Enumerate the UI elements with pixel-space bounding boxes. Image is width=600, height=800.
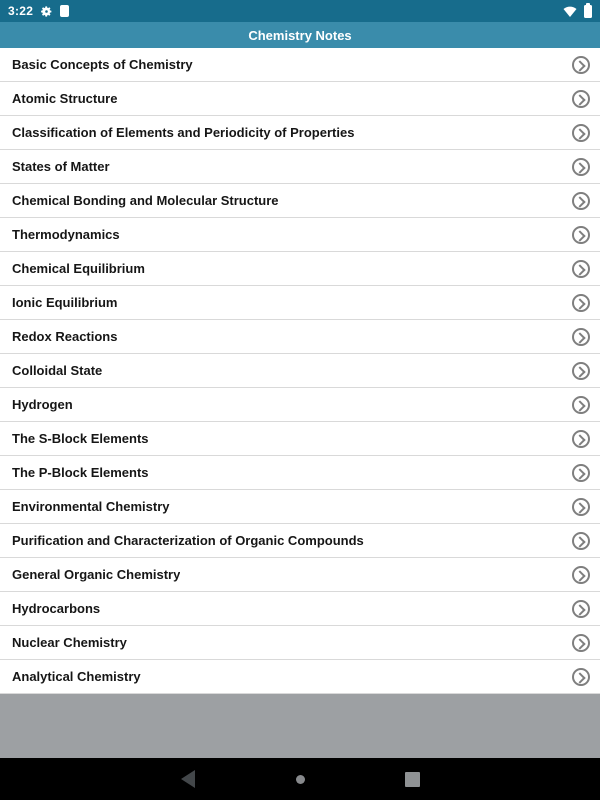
chevron-right-icon [572, 90, 590, 108]
back-icon [181, 770, 195, 788]
list-item-label: General Organic Chemistry [12, 567, 181, 582]
list-item[interactable] [0, 524, 600, 558]
chevron-right-icon [572, 566, 590, 584]
content-area [0, 48, 600, 758]
list-item-label: Atomic Structure [12, 91, 118, 106]
chevron-right-icon [572, 634, 590, 652]
list-item-label: Chemical Equilibrium [12, 261, 145, 276]
list-item-label: Purification and Characterization of Organic Compounds [12, 533, 364, 548]
list-item-label: Nuclear Chemistry [12, 635, 127, 650]
list-item[interactable] [0, 422, 600, 456]
list-item-label: States of Matter [12, 159, 110, 174]
list-item-label: The P-Block Elements [12, 465, 149, 480]
gear-icon [40, 5, 53, 18]
list-item[interactable] [0, 82, 600, 116]
chevron-right-icon [572, 464, 590, 482]
list-item[interactable] [0, 218, 600, 252]
chevron-right-icon [572, 498, 590, 516]
list-item-label: Redox Reactions [12, 329, 118, 344]
chevron-right-icon [572, 430, 590, 448]
list-item-label: The S-Block Elements [12, 431, 149, 446]
list-item-label: Environmental Chemistry [12, 499, 170, 514]
back-button[interactable] [173, 764, 203, 794]
chapter-list [0, 48, 600, 694]
chevron-right-icon [572, 226, 590, 244]
chevron-right-icon [572, 260, 590, 278]
nav-bar [0, 758, 600, 800]
chevron-right-icon [572, 158, 590, 176]
list-item-label: Thermodynamics [12, 227, 120, 242]
recents-icon [405, 772, 420, 787]
chevron-right-icon [572, 328, 590, 346]
list-item-label: Ionic Equilibrium [12, 295, 118, 310]
chevron-right-icon [572, 362, 590, 380]
status-bar [0, 0, 600, 22]
list-item[interactable] [0, 388, 600, 422]
page-title: Chemistry Notes [248, 27, 352, 43]
list-item[interactable] [0, 286, 600, 320]
file-icon [60, 5, 69, 17]
list-item[interactable] [0, 490, 600, 524]
list-item-label: Hydrogen [12, 397, 73, 412]
empty-area [0, 694, 600, 758]
recents-button[interactable] [397, 764, 427, 794]
home-button[interactable] [285, 764, 315, 794]
chevron-right-icon [572, 396, 590, 414]
list-item[interactable] [0, 184, 600, 218]
list-item[interactable] [0, 354, 600, 388]
list-item[interactable] [0, 252, 600, 286]
list-item-label: Hydrocarbons [12, 601, 101, 616]
chevron-right-icon [572, 294, 590, 312]
status-bar-left [8, 4, 69, 18]
battery-icon [584, 5, 592, 18]
chevron-right-icon [572, 532, 590, 550]
list-item-label: Colloidal State [12, 363, 103, 378]
chevron-right-icon [572, 192, 590, 210]
list-item-label: Classification of Elements and Periodicity of Properties [12, 125, 355, 140]
list-item[interactable] [0, 320, 600, 354]
list-item[interactable] [0, 626, 600, 660]
list-item-label: Basic Concepts of Chemistry [12, 57, 193, 72]
app-bar [0, 22, 600, 48]
chevron-right-icon [572, 600, 590, 618]
list-item[interactable] [0, 660, 600, 694]
chevron-right-icon [572, 668, 590, 686]
home-icon [296, 775, 305, 784]
list-item[interactable] [0, 116, 600, 150]
list-item[interactable] [0, 48, 600, 82]
chevron-right-icon [572, 56, 590, 74]
status-bar-right [563, 5, 592, 18]
chevron-right-icon [572, 124, 590, 142]
wifi-icon [563, 5, 577, 17]
status-time: 3:22 [8, 4, 34, 18]
list-item[interactable] [0, 558, 600, 592]
list-item[interactable] [0, 150, 600, 184]
list-item[interactable] [0, 456, 600, 490]
list-item[interactable] [0, 592, 600, 626]
list-item-label: Analytical Chemistry [12, 669, 141, 684]
list-item-label: Chemical Bonding and Molecular Structure [12, 193, 279, 208]
